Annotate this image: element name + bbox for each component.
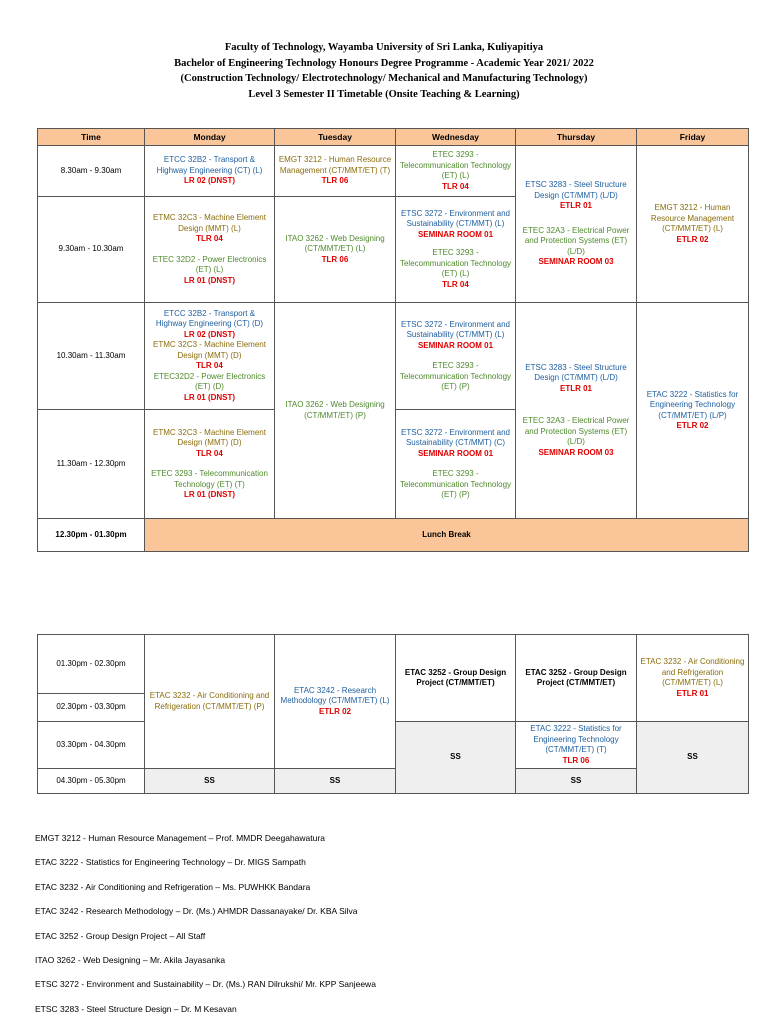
slot-thu-ss: SS (516, 769, 637, 794)
list-item: ETSC 3272 - Environment and Sustainability – Dr. (Ms.) RAN Dilrukshi/ Mr. KPP Sanjeewa (35, 979, 376, 990)
list-item: EMGT 3212 - Human Resource Management – Prof. MMDR Deegahawatura (35, 833, 325, 843)
slot-fri-ss: SS (637, 722, 749, 794)
col-wednesday: Wednesday (396, 129, 516, 146)
col-monday: Monday (145, 129, 275, 146)
time-cell: 9.30am - 10.30am (38, 197, 145, 303)
slot-wed-1: ETEC 3293 - Telecommunication Technology (ET) (L) TLR 04 (396, 146, 516, 197)
time-cell: 02.30pm - 03.30pm (38, 694, 145, 722)
slot-tue-2: ITAO 3262 - Web Designing (CT/MMT/ET) (L) TLR 06 (275, 197, 396, 303)
col-friday: Friday (637, 129, 749, 146)
time-cell: 01.30pm - 02.30pm (38, 635, 145, 694)
col-thursday: Thursday (516, 129, 637, 146)
timetable-header (0, 40, 768, 102)
row-0130 (38, 635, 749, 694)
slot-mon-1: ETCC 32B2 - Transport & Highway Engineering (CT) (L) LR 02 (DNST) (145, 146, 275, 197)
slot-fri-1: EMGT 3212 - Human Resource Management (CT/MMT/ET) (L) ETLR 02 (637, 146, 749, 303)
row-lunch (38, 519, 749, 552)
time-cell: 03.30pm - 04.30pm (38, 722, 145, 769)
afternoon-timetable (37, 634, 749, 794)
streams-title: (Construction Technology/ Electrotechnology/ Mechanical and Manufacturing Technology) (180, 73, 588, 84)
slot-thu-pm2: ETAC 3222 - Statistics for Engineering Technology (CT/MMT/ET) (T) TLR 06 (516, 722, 637, 769)
list-item: ETAC 3252 - Group Design Project – All Staff (35, 930, 206, 941)
slot-mon-pm: ETAC 3232 - Air Conditioning and Refrigeration (CT/MMT/ET) (P) (145, 635, 275, 769)
slot-mon-2: ETMC 32C3 - Machine Element Design (MMT) (L) TLR 04 ETEC 32D2 - Power Electronics (ET) (L) LR 01 (DNST) (145, 197, 275, 303)
slot-fri-pm: ETAC 3232 - Air Conditioning and Refrigeration (CT/MMT/ET) (L) ETLR 01 (637, 635, 749, 722)
lecturer-list (35, 832, 755, 1027)
lunch-break: Lunch Break (145, 519, 749, 552)
slot-wed-pm: ETAC 3252 - Group Design Project (CT/MMT/ET) (396, 635, 516, 722)
slot-tue-ss: SS (275, 769, 396, 794)
day-header-row (38, 129, 749, 146)
morning-timetable (37, 128, 749, 552)
slot-tue-1: EMGT 3212 - Human Resource Management (CT/MMT/ET) (T) TLR 06 (275, 146, 396, 197)
time-cell: 04.30pm - 05.30pm (38, 769, 145, 794)
time-cell: 11.30am - 12.30pm (38, 410, 145, 519)
time-cell: 10.30am - 11.30am (38, 303, 145, 410)
row-0830 (38, 146, 749, 197)
slot-fri-3: ETAC 3222 - Statistics for Engineering Technology (CT/MMT/ET) (L/P) ETLR 02 (637, 303, 749, 519)
slot-tue-pm: ETAC 3242 - Research Methodology (CT/MMT/ET) (L) ETLR 02 (275, 635, 396, 769)
faculty-title: Faculty of Technology, Wayamba University of Sri Lanka, Kuliyapitiya (224, 42, 544, 53)
slot-thu-pm: ETAC 3252 - Group Design Project (CT/MMT/ET) (516, 635, 637, 722)
time-cell: 12.30pm - 01.30pm (38, 519, 145, 552)
slot-wed-ss: SS (396, 722, 516, 794)
slot-thu-3: ETSC 3283 - Steel Structure Design (CT/MMT) (L/D) ETLR 01 ETEC 32A3 - Electrical Power and Protection Systems (ET) (L/D) SEMINAR ROOM 03 (516, 303, 637, 519)
slot-wed-2: ETSC 3272 - Environment and Sustainability (CT/MMT) (L) SEMINAR ROOM 01 ETEC 3293 - Telecommunication Technology (ET) (L) TLR 04 (396, 197, 516, 303)
row-1030 (38, 303, 749, 410)
slot-thu-1: ETSC 3283 - Steel Structure Design (CT/MMT) (L/D) ETLR 01 ETEC 32A3 - Electrical Power and Protection Systems (ET) (L/D) SEMINAR ROOM 03 (516, 146, 637, 303)
list-item: ITAO 3262 - Web Designing – Mr. Akila Jayasanka (35, 954, 226, 965)
slot-wed-3: ETSC 3272 - Environment and Sustainability (CT/MMT) (L) SEMINAR ROOM 01 ETEC 3293 - Telecommunication Technology (ET) (P) (396, 303, 516, 410)
slot-mon-ss: SS (145, 769, 275, 794)
col-tuesday: Tuesday (275, 129, 396, 146)
list-item: ETAC 3242 - Research Methodology – Dr. (Ms.) AHMDR Dassanayake/ Dr. KBA Silva (35, 906, 358, 917)
slot-mon-4: ETMC 32C3 - Machine Element Design (MMT) (D) TLR 04 ETEC 3293 - Telecommunication Technology (ET) (T) LR 01 (DNST) (145, 410, 275, 519)
list-item: ETAC 3222 - Statistics for Engineering Technology – Dr. MIGS Sampath (35, 857, 306, 868)
slot-wed-4: ETSC 3272 - Environment and Sustainability (CT/MMT) (C) SEMINAR ROOM 01 ETEC 3293 - Telecommunication Technology (ET) (P) (396, 410, 516, 519)
slot-tue-3: ITAO 3262 - Web Designing (CT/MMT/ET) (P) (275, 303, 396, 519)
time-cell: 8.30am - 9.30am (38, 146, 145, 197)
col-time: Time (38, 129, 145, 146)
list-item: ETAC 3232 - Air Conditioning and Refrigeration – Ms. PUWHKK Bandara (35, 881, 311, 892)
semester-title: Level 3 Semester II Timetable (Onsite Teaching & Learning) (248, 88, 520, 100)
programme-title: Bachelor of Engineering Technology Honours Degree Programme - Academic Year 2021/ 2022 (174, 57, 594, 69)
list-item: ETSC 3283 - Steel Structure Design – Dr. M Kesavan (35, 1003, 237, 1014)
slot-mon-3: ETCC 32B2 - Transport & Highway Engineering (CT) (D) LR 02 (DNST) ETMC 32C3 - Machine Element Design (MMT) (D) TLR 04 ETEC32D2 - Power Electronics (ET) (D) LR 01 (DNST) (145, 303, 275, 410)
